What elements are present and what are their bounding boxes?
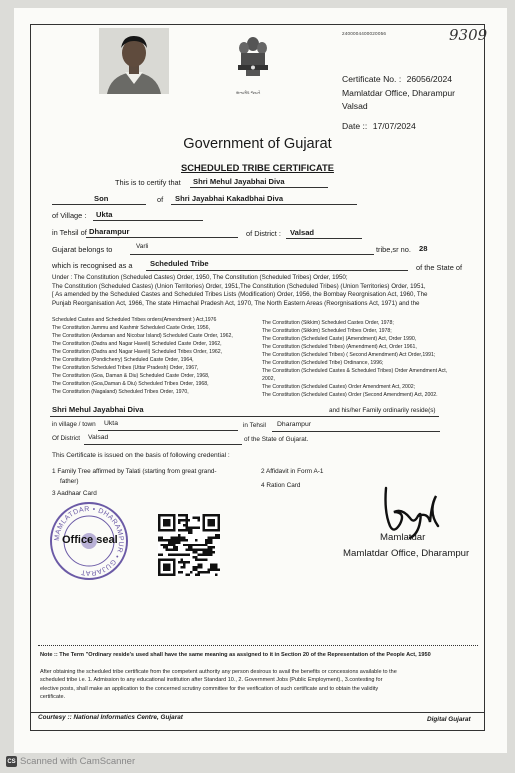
family-underline: [329, 416, 439, 417]
tehsil: Dharampur: [89, 227, 130, 236]
res-tehsil: Dharampur: [277, 421, 311, 428]
credential-family-tree-cont: father): [60, 478, 79, 485]
res-state-label: of the State of Gujarat.: [244, 436, 309, 443]
tribe-name: Varli: [136, 243, 149, 250]
tribe-sr-number: 28: [419, 244, 428, 253]
courtesy-nic: Courtesy :: National Informatics Centre, Gujarat: [38, 714, 183, 721]
father-underline: [171, 204, 357, 205]
certificate-title: SCHEDULED TRIBE CERTIFICATE: [181, 162, 334, 173]
issuing-office: Mamlatdar Office, Dharampur: [342, 88, 456, 98]
village-underline: [93, 220, 203, 221]
district-underline: [286, 238, 362, 239]
district: Valsad: [290, 228, 315, 237]
under-text-4: Punjab Reorganisation Act, 1966, The state Himachal Pradesh Act, 1970, The North Eastern Areas (Reorgnisations Act, 1971) and the: [52, 299, 420, 307]
order-item: The Constitution (Dadra and Nagar Haveli) Scheduled Caste Order, 1962,: [52, 341, 222, 347]
handwritten-number: 9309: [449, 26, 488, 44]
order-item: The Constitution (Goa, Daman & Diu) Scheduled Caste Order, 1968,: [52, 373, 210, 379]
state-emblem-icon: [232, 32, 274, 88]
camscanner-logo-icon: CS: [6, 756, 17, 767]
orders-left-column: [52, 316, 233, 396]
verification-line: certificate.: [40, 694, 66, 701]
ordinary-reside-note: Note :: The Term "Ordinary reside's used shall have the same meaning as assigned to it in Section 20 of the Representation of the People Act, 1950: [40, 652, 431, 658]
emblem-caption: સત્યમેવ જયતે: [236, 90, 261, 95]
resident-name: Shri Mehul Jayabhai Diva: [52, 405, 144, 414]
credential-aadhaar: 3 Aadhaar Card: [52, 490, 97, 497]
barcode-id: 2400004400020056: [342, 31, 387, 36]
credential-affidavit: 2 Affidavit in Form A-1: [261, 468, 324, 475]
order-item: The Constitution (Scheduled Tribe) Ordinance, 1996;: [262, 360, 384, 366]
state-of-label: of the State of: [416, 263, 463, 272]
order-item: The Constitution (Dadra and Nagar Haveli) Scheduled Tribes Order, 1962,: [52, 349, 223, 355]
applicant-name: Shri Mehul Jayabhai Diva: [193, 177, 285, 186]
res-village-label: in village / town: [52, 421, 96, 428]
res-district-underline: [84, 444, 242, 445]
seal-ring-text: MAMLATDAR • DHARAMPUR • GUJARAT: [53, 505, 125, 577]
verification-paragraph: [40, 668, 397, 702]
of-label: of: [157, 195, 164, 204]
signatory-office: Mamlatdar Office, Dharampur: [343, 548, 470, 559]
res-village: Ukta: [104, 420, 118, 427]
relation-underline: [52, 204, 146, 205]
issue-date-row: [342, 121, 416, 131]
verification-line: elective posts, shall make an application to the concerned scrutiny committee for the verification of such certificate and to obtain the validity: [40, 685, 379, 692]
credentials-heading: This Certificate is issued on the basis of following credential :: [52, 452, 230, 459]
under-text-2: The Constitution (Scheduled Castes) (Union Territories) Order, 1951,The Constitution (Scheduled Tribes) (Union Territories) Order, 1951,: [52, 282, 426, 290]
district-label: of District :: [246, 229, 281, 238]
name-underline: [190, 187, 328, 188]
order-item: The Constitution (Scheduled Castes) Order (Second Amendment) Act, 2002.: [262, 392, 438, 398]
certificate-number: 26056/2024: [406, 74, 453, 84]
certificate-number-row: [342, 74, 452, 84]
order-item: The Constitution (Scheduled Castes) Order Amendment Act, 2002;: [262, 384, 416, 390]
camscanner-text: Scanned with CamScanner: [20, 756, 136, 767]
tehsil-underline: [86, 237, 238, 238]
office-seal-label: Office seal: [62, 534, 118, 546]
recognised-underline: [146, 270, 408, 271]
village: Ukta: [96, 210, 113, 219]
order-item: The Constitution (Scheduled Castes & Scheduled Tribes) Order Amendment Act,: [262, 368, 448, 374]
notes-divider: [38, 645, 478, 646]
issue-date: 17/07/2024: [372, 121, 416, 131]
order-item: The Constitution Scheduled Tribes (Uttar Pradesh) Order, 1967,: [52, 365, 199, 371]
order-item: The Constitution (Nagaland) Scheduled Tribes Order, 1970,: [52, 389, 189, 395]
order-item: The Constitution (Andaman and Nicobar Island) Scheduled Caste Order, 1962,: [52, 333, 233, 339]
father-name: Shri Jayabhai Kakadbhai Diva: [175, 194, 284, 203]
order-item: The Constitution (Sikkim) Scheduled Castes Order, 1978;: [262, 320, 394, 326]
verification-line: After obtaining the scheduled tribe certificate from the competent authority any person desirous to avail the benefits or concessions available to the: [40, 669, 397, 675]
family-reside-label: and his/her Family ordinarily reside(s): [329, 407, 436, 414]
res-village-underline: [98, 430, 238, 431]
applicant-photo: [99, 28, 169, 94]
credential-family-tree: 1 Family Tree affirmed by Talati (starting from great grand-: [52, 468, 217, 475]
signatory-title: Mamlatdar: [380, 532, 426, 543]
order-item: The Constitution (Scheduled Tribes) (Amendment) Act, Order 1961,: [262, 344, 417, 350]
order-item: 2002,: [262, 376, 275, 382]
digital-gujarat: Digital Gujarat: [427, 716, 471, 723]
res-tehsil-label: in Tehsil: [243, 422, 266, 429]
res-tehsil-underline: [272, 431, 440, 432]
orders-right-column: [262, 319, 447, 399]
tribe-sr-label: tribe,sr no.: [376, 245, 411, 254]
qr-code: [158, 514, 220, 576]
verification-line: scheduled tribe i.e. 1. Admission to any educational institution after Standard 10., 2. Government Jobs (Public Employment)., 3.contesting for: [40, 677, 383, 684]
resident-name-underline: [50, 416, 330, 417]
issue-date-label: Date ::: [342, 121, 368, 131]
camscanner-watermark: [6, 756, 135, 767]
order-item: The Constitution (Pondicherry) Scheduled Caste Order, 1964,: [52, 357, 194, 363]
tribe-underline: [130, 254, 374, 255]
res-district-label: Of District: [52, 435, 81, 442]
issuing-district: Valsad: [342, 101, 368, 111]
certificate-number-label: Certificate No. :: [342, 74, 402, 84]
order-item: The Constitution (Scheduled Caste) (Amendment) Act, Order 1990,: [262, 336, 417, 342]
recognised-as: Scheduled Tribe: [150, 259, 209, 268]
under-text-3: [ As amended by the Scheduled Castes and Scheduled Tribes Lists (Modification) Order, 1956, the Bombay Reorgnisation Act, 1960, The: [52, 291, 428, 298]
relation: Son: [94, 194, 109, 203]
order-item: The Constitution (Scheduled Tribes) ( Second Amendment) Act Order,1991;: [262, 352, 436, 358]
credential-ration-card: 4 Ration Card: [261, 482, 301, 489]
tehsil-label: in Tehsil of: [52, 228, 87, 237]
order-item: The Constitution (Goa,Daman & Diu) Scheduled Tribes Order, 1968,: [52, 381, 209, 387]
under-text-1: Under : The Constitution (Scheduled Castes) Order, 1950, The Constitution (Scheduled Tribes) Order, 1950;: [52, 274, 348, 281]
recognised-label: which is recognised as a: [52, 261, 133, 270]
village-label: of Village :: [52, 211, 87, 220]
order-item: The Constitution (Sikkim) Scheduled Tribes Order, 1978;: [262, 328, 392, 334]
res-district: Valsad: [88, 434, 109, 441]
belongs-label: Gujarat belongs to: [52, 245, 113, 254]
order-item: Scheduled Castes and Scheduled Tribes orders(Amendment ) Act,1976: [52, 317, 217, 323]
footer-divider: [30, 712, 485, 713]
certify-prefix: This is to certify that: [115, 178, 181, 187]
government-title: Government of Gujarat: [183, 136, 332, 152]
order-item: The Constitution Jammu and Kashmir Scheduled Caste Order, 1956,: [52, 325, 211, 331]
